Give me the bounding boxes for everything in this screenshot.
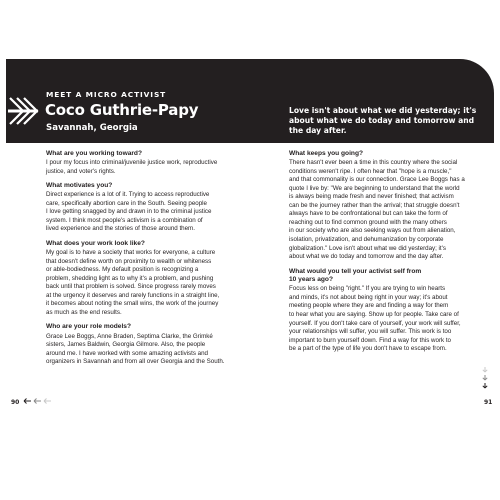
answer-line: about what we do today and tomorrow and the day after. <box>289 253 444 261</box>
answer-line: My goal is to have a society that works for everyone, a culture <box>46 249 216 257</box>
answer <box>289 285 487 353</box>
pull-quote: Love isn't about what we did yesterday; it's about what we do today and tomorrow and the day after. <box>289 106 477 135</box>
answer-line: in our society who are also seeking ways out from alienation, <box>289 227 456 235</box>
answer-line: justice, and voter's rights. <box>46 167 116 175</box>
answer-line: it becomes about noting the small wins, the work of the journey <box>46 300 219 308</box>
answer <box>46 191 246 234</box>
answer-line: your relationships will suffer, you will suffer. This work is too <box>289 328 452 336</box>
answer-line: Focus less on being "right." If you are trying to win hearts <box>289 285 446 293</box>
page-number-right: 91 <box>484 399 493 406</box>
qa-block <box>46 240 246 317</box>
answer <box>46 333 246 367</box>
answer-line: at the urgency it deserves and rarely functions in a straight line, <box>46 291 220 299</box>
answer-line: or able-bodiedness. My default position is recognizing a <box>46 266 199 274</box>
answer-line: There hasn't ever been a time in this country where the social <box>289 159 458 167</box>
answer-line: is always being made fresh and never finished; that activism <box>289 193 454 201</box>
answer-line: lived experience and the stories of those around them. <box>46 225 195 233</box>
question: What are you working toward? <box>46 150 142 157</box>
answer-line: Direct experience is a lot of it. Trying to access reproductive <box>46 191 210 199</box>
answer-line: and that commonality is our connection. Grace Lee Boggs has a <box>289 176 465 184</box>
answer-line: be a part of the type of life you don't have to escape from. <box>289 345 447 353</box>
answer-line: reaching out to find common ground with the many others <box>289 218 447 226</box>
answer-line: globalization." Love isn't about what we did yesterday; it's <box>289 244 446 252</box>
answer-line: always have to be confrontational but can take the form of <box>289 210 448 218</box>
answer-line: important to burn yourself down. Find a way for this work to <box>289 336 451 344</box>
qa-block <box>289 268 487 354</box>
activist-name: Coco Guthrie-Papy <box>45 101 199 119</box>
answer-line: back until that problem is solved. Since progress rarely moves <box>46 283 216 291</box>
answer-line: to hear what you are saying. Show up for people. Take care of <box>289 310 459 318</box>
answer-line: care, specifically abortion care in the South. Seeing people <box>46 199 207 207</box>
answer-line: quote I live by: "We are beginning to understand that the world <box>289 184 460 192</box>
answer-line: that doesn't define worth on proximity to wealth or whiteness <box>46 257 212 265</box>
answer-line: can be the journey rather than the arrival; that struggle doesn't <box>289 201 460 209</box>
answer-line: yourself. If you don't take care of yourself, your work will suffer, <box>289 319 461 327</box>
question: What motivates you? <box>46 182 113 190</box>
question: What does your work look like? <box>46 240 145 248</box>
right-column <box>289 150 487 360</box>
answer <box>289 159 487 262</box>
qa-block <box>46 182 246 234</box>
question: What keeps you going? <box>289 150 363 157</box>
left-column <box>46 150 246 373</box>
answer <box>46 159 246 176</box>
question <box>289 268 487 285</box>
answer-line: Grace Lee Boggs, Anne Braden, Septima Clarke, the Grimké <box>46 332 213 340</box>
answer-line: and minds, it's not about being right in your way; it's about <box>289 293 448 301</box>
page-number-left: 90 <box>11 399 20 406</box>
answer-line: organizers in Savannah and from all over Georgia and the South. <box>46 358 225 366</box>
answer-line: around me. I have worked with some amazing activists and <box>46 349 208 357</box>
answer-line: sisters, James Baldwin, Georgia Gilmore. Also, the people <box>46 341 206 349</box>
answer-line: meeting people where they are and finding a way for them <box>289 302 449 310</box>
qa-block <box>46 150 246 176</box>
question-line: What would you tell your activist self from <box>289 267 422 275</box>
arrow-chevrons-icon <box>8 94 42 128</box>
section-kicker: MEET A MICRO ACTIVIST <box>46 90 167 99</box>
answer-line: conditions weren't ripe. I often hear that "hope is a muscle," <box>289 167 452 175</box>
answer-line: I pour my focus into criminal/juvenile justice work, reproductive <box>46 159 218 167</box>
question-line: 10 years ago? <box>289 276 333 284</box>
answer-line: I love getting snagged by and drawn in to the criminal justice <box>46 208 212 216</box>
qa-block <box>46 323 246 366</box>
answer-line: isolation, privatization, and dehumanization by corporate <box>289 236 444 244</box>
left-arrows-icon <box>23 397 53 405</box>
activist-location: Savannah, Georgia <box>46 123 138 133</box>
answer-line: problem, shedding light as to why it's a problem, and pushing <box>46 274 214 282</box>
qa-block <box>289 150 487 262</box>
answer-line: as much as the end results. <box>46 308 122 316</box>
question: Who are your role models? <box>46 323 132 331</box>
answer-line: system. I think most people's activism is a combination of <box>46 216 203 224</box>
down-arrows-icon <box>481 366 489 390</box>
answer <box>46 249 246 317</box>
